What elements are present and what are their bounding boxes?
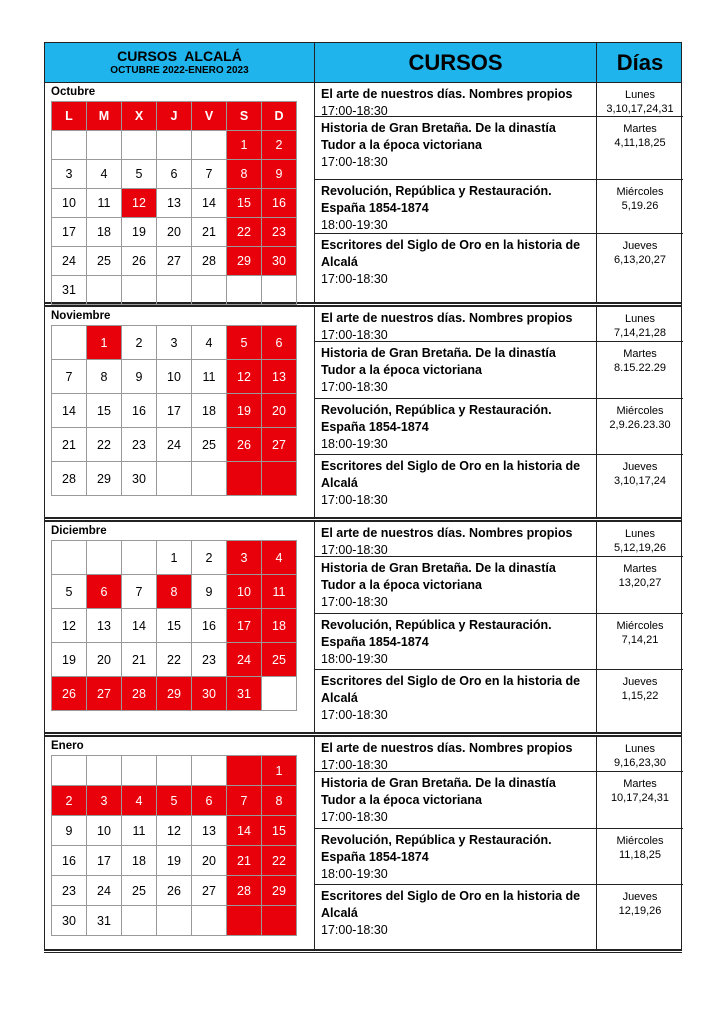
course-title: El arte de nuestros días. Nombres propios: [321, 311, 573, 325]
calendar-empty-cell: [192, 276, 227, 305]
calendar-day: 9: [192, 575, 227, 609]
course-days: [597, 522, 683, 557]
calendar-day: 16: [262, 189, 297, 218]
months-container: [44, 83, 682, 949]
calendar-day: 16: [192, 609, 227, 643]
month-name: Diciembre: [51, 525, 107, 537]
course-title: Revolución, República y Restauración. España 1854-1874: [321, 833, 552, 864]
course-title: Escritores del Siglo de Oro en la historia de Alcalá: [321, 889, 581, 920]
course-entry: [315, 234, 596, 302]
calendar-day: 22: [262, 846, 297, 876]
calendar-empty-cell: [157, 462, 192, 496]
calendar-day: 14: [192, 189, 227, 218]
weekday-name: Miércoles: [616, 835, 664, 847]
calendar-empty-cell: [192, 756, 227, 786]
session-dates: 3,10,17,24,31: [606, 103, 674, 115]
course-hours: 17:00-18:30: [321, 758, 388, 772]
course-entry: [315, 117, 596, 180]
calendar-day: 13: [262, 360, 297, 394]
weekday-header: J: [157, 102, 192, 131]
calendar-day: 29: [87, 462, 122, 496]
calendar-day: 12: [157, 816, 192, 846]
calendar-day: 28: [52, 462, 87, 496]
weekday-header: S: [227, 102, 262, 131]
calendar-day: 17: [52, 218, 87, 247]
calendar-day: 30: [122, 462, 157, 496]
calendar-day: 17: [87, 846, 122, 876]
courses-column-header: [315, 43, 597, 82]
session-dates: 8.15.22.29: [614, 362, 666, 374]
course-title: Revolución, República y Restauración. España 1854-1874: [321, 403, 552, 434]
month-name: Noviembre: [51, 310, 111, 322]
calendar-day: 6: [192, 786, 227, 816]
calendar-day: 23: [192, 643, 227, 677]
course-hours: 18:00-19:30: [321, 437, 388, 451]
weekday-name: Miércoles: [616, 620, 664, 632]
course-hours: 17:00-18:30: [321, 595, 388, 609]
course-title: Escritores del Siglo de Oro en la historia de Alcalá: [321, 459, 581, 490]
calendar-day: 27: [192, 876, 227, 906]
course-days: [597, 180, 683, 234]
calendar-day: 10: [52, 189, 87, 218]
calendar-day: 21: [122, 643, 157, 677]
calendar-day: 3: [227, 541, 262, 575]
weekday-name: Jueves: [622, 461, 658, 473]
session-dates: 5,19.26: [621, 200, 659, 212]
calendar-day: 12: [122, 189, 157, 218]
header-subtitle: OCTUBRE 2022-ENERO 2023: [110, 65, 249, 76]
calendar-day: 18: [122, 846, 157, 876]
weekday-name: Jueves: [622, 891, 658, 903]
calendar-day: 15: [227, 189, 262, 218]
course-days: [597, 455, 683, 517]
calendar-day: 11: [87, 189, 122, 218]
course-hours: 17:00-18:30: [321, 272, 388, 286]
course-days: [597, 772, 683, 829]
schedule-header: [44, 42, 682, 83]
course-schedule: [44, 42, 682, 953]
course-entry: [315, 670, 596, 732]
weekday-header: V: [192, 102, 227, 131]
calendar-day: 15: [87, 394, 122, 428]
calendar-day: 4: [262, 541, 297, 575]
calendar-day: 5: [122, 160, 157, 189]
course-entry: [315, 885, 596, 947]
calendar-day: 9: [262, 160, 297, 189]
calendar-day: 27: [157, 247, 192, 276]
course-hours: 17:00-18:30: [321, 923, 388, 937]
calendar-day: 22: [87, 428, 122, 462]
course-list: [315, 737, 597, 949]
calendar-day: 14: [52, 394, 87, 428]
course-hours: 18:00-19:30: [321, 867, 388, 881]
course-days: [597, 307, 683, 342]
calendar-empty-cell: [122, 131, 157, 160]
calendar-grid: [51, 325, 297, 496]
calendar-empty-cell: [122, 906, 157, 936]
course-entry: [315, 522, 596, 557]
days-column-title: Días: [616, 49, 664, 75]
calendar-day: 23: [52, 876, 87, 906]
course-entry: [315, 614, 596, 670]
calendar-empty-cell: [227, 276, 262, 305]
calendar-day: 28: [192, 247, 227, 276]
calendar-day: 13: [192, 816, 227, 846]
calendar-day: 11: [122, 816, 157, 846]
course-hours: 17:00-18:30: [321, 155, 388, 169]
calendar-day: 24: [157, 428, 192, 462]
course-hours: 17:00-18:30: [321, 104, 388, 118]
course-title: Historia de Gran Bretaña. De la dinastía Tudor a la época victoriana: [321, 346, 556, 377]
calendar-empty-cell: [262, 677, 297, 711]
calendar-day: 7: [52, 360, 87, 394]
calendar-grid: [51, 101, 297, 305]
calendar-empty-cell: [227, 756, 262, 786]
bottom-rule: [44, 949, 682, 953]
calendar-day: 20: [192, 846, 227, 876]
calendar-day: 18: [262, 609, 297, 643]
calendar-empty-cell: [52, 131, 87, 160]
calendar-empty-cell: [192, 131, 227, 160]
calendar-empty-cell: [52, 541, 87, 575]
session-dates: 7,14,21: [621, 634, 659, 646]
calendar-day: 27: [262, 428, 297, 462]
calendar-empty-cell: [262, 906, 297, 936]
session-dates: 11,18,25: [618, 849, 661, 861]
calendar-day: 15: [262, 816, 297, 846]
calendar-day: 25: [262, 643, 297, 677]
calendar-day: 24: [227, 643, 262, 677]
calendar-empty-cell: [157, 906, 192, 936]
course-days: [597, 399, 683, 455]
calendar-day: 1: [87, 326, 122, 360]
days-column-header: [597, 43, 683, 82]
calendar-day: 16: [52, 846, 87, 876]
calendar-day: 29: [262, 876, 297, 906]
calendar-day: 23: [262, 218, 297, 247]
calendar-day: 17: [157, 394, 192, 428]
calendar-day: 8: [262, 786, 297, 816]
weekday-name: Martes: [623, 563, 657, 575]
calendar-day: 10: [87, 816, 122, 846]
course-entry: [315, 557, 596, 614]
calendar-empty-cell: [262, 462, 297, 496]
calendar-day: 1: [262, 756, 297, 786]
course-hours: 17:00-18:30: [321, 328, 388, 342]
course-title: Historia de Gran Bretaña. De la dinastía Tudor a la época victoriana: [321, 121, 556, 152]
weekday-header: D: [262, 102, 297, 131]
weekday-name: Martes: [623, 123, 657, 135]
calendar-day: 24: [52, 247, 87, 276]
calendar-empty-cell: [87, 276, 122, 305]
weekday-name: Jueves: [622, 240, 658, 252]
month-block: [44, 522, 682, 732]
weekday-name: Miércoles: [616, 405, 664, 417]
calendar-day: 8: [227, 160, 262, 189]
course-hours: 17:00-18:30: [321, 493, 388, 507]
header-title: CURSOS ALCALÁ: [117, 48, 242, 64]
calendar-day: 2: [122, 326, 157, 360]
month-block: [44, 307, 682, 517]
calendar-day: 25: [192, 428, 227, 462]
calendar-day: 21: [52, 428, 87, 462]
course-title: Revolución, República y Restauración. España 1854-1874: [321, 618, 552, 649]
course-title: El arte de nuestros días. Nombres propios: [321, 741, 573, 755]
calendar-day: 26: [157, 876, 192, 906]
calendar-empty-cell: [122, 276, 157, 305]
calendar-day: 22: [157, 643, 192, 677]
course-list: [315, 522, 597, 732]
course-days: [597, 83, 683, 117]
calendar-day: 12: [52, 609, 87, 643]
calendar-day: 2: [52, 786, 87, 816]
calendar-day: 4: [122, 786, 157, 816]
calendar-day: 20: [262, 394, 297, 428]
weekday-name: Martes: [623, 778, 657, 790]
calendar-day: 31: [87, 906, 122, 936]
weekday-name: Miércoles: [616, 186, 664, 198]
course-title: Escritores del Siglo de Oro en la historia de Alcalá: [321, 674, 581, 705]
calendar-day: 3: [87, 786, 122, 816]
session-dates: 10,17,24,31: [610, 792, 670, 804]
calendar-day: 6: [87, 575, 122, 609]
calendar-day: 30: [262, 247, 297, 276]
calendar-day: 23: [122, 428, 157, 462]
session-dates: 2,9.26.23.30: [609, 419, 671, 431]
calendar-empty-cell: [157, 756, 192, 786]
courses-column-title: CURSOS: [408, 49, 503, 75]
calendar-day: 14: [227, 816, 262, 846]
calendar-day: 19: [157, 846, 192, 876]
course-entry: [315, 399, 596, 455]
weekday-name: Martes: [623, 348, 657, 360]
course-hours: 18:00-19:30: [321, 652, 388, 666]
calendar-day: 6: [262, 326, 297, 360]
calendar-day: 22: [227, 218, 262, 247]
calendar-empty-cell: [52, 756, 87, 786]
calendar-empty-cell: [157, 131, 192, 160]
calendar-day: 7: [192, 160, 227, 189]
course-days: [597, 117, 683, 180]
calendar-day: 7: [122, 575, 157, 609]
weekday-name: Lunes: [625, 313, 655, 325]
calendar-day: 18: [192, 394, 227, 428]
course-title: Historia de Gran Bretaña. De la dinastía Tudor a la época victoriana: [321, 561, 556, 592]
calendar-day: 21: [227, 846, 262, 876]
calendar-day: 3: [157, 326, 192, 360]
calendar-day: 28: [122, 677, 157, 711]
calendar-empty-cell: [227, 462, 262, 496]
session-dates: 12,19,26: [618, 905, 662, 917]
calendar-day: 26: [227, 428, 262, 462]
calendar-empty-cell: [87, 131, 122, 160]
calendar-day: 21: [192, 218, 227, 247]
calendar-day: 1: [227, 131, 262, 160]
calendar-empty-cell: [52, 326, 87, 360]
calendar-day: 20: [87, 643, 122, 677]
calendar-empty-cell: [122, 756, 157, 786]
calendar-empty-cell: [192, 462, 227, 496]
calendar-day: 5: [52, 575, 87, 609]
course-entry: [315, 772, 596, 829]
calendar-day: 31: [52, 276, 87, 305]
session-dates: 3,10,17,24: [614, 475, 666, 487]
calendar-day: 25: [122, 876, 157, 906]
header-title-block: [45, 43, 315, 82]
session-dates: 5,12,19,26: [614, 542, 666, 554]
course-days: [597, 829, 683, 885]
calendar-day: 15: [157, 609, 192, 643]
course-entry: [315, 455, 596, 517]
course-title: El arte de nuestros días. Nombres propios: [321, 87, 573, 101]
course-days: [597, 737, 683, 772]
course-title: Historia de Gran Bretaña. De la dinastía Tudor a la época victoriana: [321, 776, 556, 807]
calendar-day: 30: [52, 906, 87, 936]
month-calendar: [45, 307, 315, 517]
course-entry: [315, 342, 596, 399]
calendar-day: 13: [157, 189, 192, 218]
calendar-day: 19: [227, 394, 262, 428]
course-days: [597, 670, 683, 732]
calendar-day: 5: [227, 326, 262, 360]
calendar-day: 31: [227, 677, 262, 711]
weekday-header: X: [122, 102, 157, 131]
calendar-day: 19: [122, 218, 157, 247]
calendar-grid: [51, 540, 297, 711]
calendar-day: 16: [122, 394, 157, 428]
month-calendar: [45, 83, 315, 302]
session-dates: 13,20,27: [618, 577, 662, 589]
session-dates: 4,11,18,25: [614, 137, 666, 149]
calendar-day: 17: [227, 609, 262, 643]
calendar-day: 8: [157, 575, 192, 609]
month-block: [44, 83, 682, 302]
course-entry: [315, 180, 596, 234]
course-days: [597, 614, 683, 670]
weekday-name: Lunes: [625, 528, 655, 540]
session-dates: 9,16,23,30: [614, 757, 666, 769]
weekday-header: M: [87, 102, 122, 131]
calendar-day: 4: [87, 160, 122, 189]
calendar-day: 9: [52, 816, 87, 846]
course-days: [597, 557, 683, 614]
calendar-day: 12: [227, 360, 262, 394]
course-hours: 17:00-18:30: [321, 380, 388, 394]
calendar-day: 24: [87, 876, 122, 906]
calendar-day: 26: [52, 677, 87, 711]
calendar-day: 28: [227, 876, 262, 906]
course-title: Revolución, República y Restauración. España 1854-1874: [321, 184, 552, 215]
calendar-empty-cell: [227, 906, 262, 936]
course-entry: [315, 737, 596, 772]
course-entry: [315, 829, 596, 885]
course-hours: 17:00-18:30: [321, 543, 388, 557]
course-entry: [315, 83, 596, 117]
course-days: [597, 234, 683, 302]
course-days: [597, 885, 683, 947]
calendar-day: 19: [52, 643, 87, 677]
month-calendar: [45, 737, 315, 949]
course-days: [597, 342, 683, 399]
calendar-empty-cell: [192, 906, 227, 936]
calendar-day: 25: [87, 247, 122, 276]
calendar-empty-cell: [157, 276, 192, 305]
day-list: [597, 83, 683, 302]
day-list: [597, 522, 683, 732]
calendar-day: 14: [122, 609, 157, 643]
calendar-empty-cell: [262, 276, 297, 305]
calendar-day: 3: [52, 160, 87, 189]
calendar-empty-cell: [87, 541, 122, 575]
calendar-day: 7: [227, 786, 262, 816]
weekday-name: Lunes: [625, 89, 655, 101]
calendar-empty-cell: [87, 756, 122, 786]
month-name: Enero: [51, 740, 84, 752]
calendar-day: 11: [262, 575, 297, 609]
session-dates: 6,13,20,27: [614, 254, 666, 266]
course-hours: 17:00-18:30: [321, 708, 388, 722]
course-hours: 17:00-18:30: [321, 810, 388, 824]
month-block: [44, 737, 682, 949]
course-list: [315, 307, 597, 517]
calendar-day: 29: [157, 677, 192, 711]
weekday-header: L: [52, 102, 87, 131]
calendar-day: 6: [157, 160, 192, 189]
day-list: [597, 307, 683, 517]
session-dates: 1,15,22: [621, 690, 659, 702]
weekday-name: Lunes: [625, 743, 655, 755]
calendar-day: 30: [192, 677, 227, 711]
calendar-day: 11: [192, 360, 227, 394]
calendar-day: 13: [87, 609, 122, 643]
calendar-day: 10: [227, 575, 262, 609]
session-dates: 7,14,21,28: [614, 327, 666, 339]
calendar-day: 5: [157, 786, 192, 816]
course-title: El arte de nuestros días. Nombres propios: [321, 526, 573, 540]
month-name: Octubre: [51, 86, 96, 98]
calendar-empty-cell: [122, 541, 157, 575]
course-entry: [315, 307, 596, 342]
course-list: [315, 83, 597, 302]
calendar-day: 10: [157, 360, 192, 394]
calendar-grid: [51, 755, 297, 936]
day-list: [597, 737, 683, 949]
calendar-day: 20: [157, 218, 192, 247]
calendar-day: 4: [192, 326, 227, 360]
calendar-day: 29: [227, 247, 262, 276]
calendar-day: 1: [157, 541, 192, 575]
calendar-day: 27: [87, 677, 122, 711]
course-title: Escritores del Siglo de Oro en la historia de Alcalá: [321, 238, 581, 269]
weekday-name: Jueves: [622, 676, 658, 688]
calendar-day: 2: [262, 131, 297, 160]
month-calendar: [45, 522, 315, 732]
calendar-day: 8: [87, 360, 122, 394]
course-hours: 18:00-19:30: [321, 218, 388, 232]
calendar-day: 26: [122, 247, 157, 276]
calendar-day: 9: [122, 360, 157, 394]
calendar-day: 18: [87, 218, 122, 247]
calendar-day: 2: [192, 541, 227, 575]
